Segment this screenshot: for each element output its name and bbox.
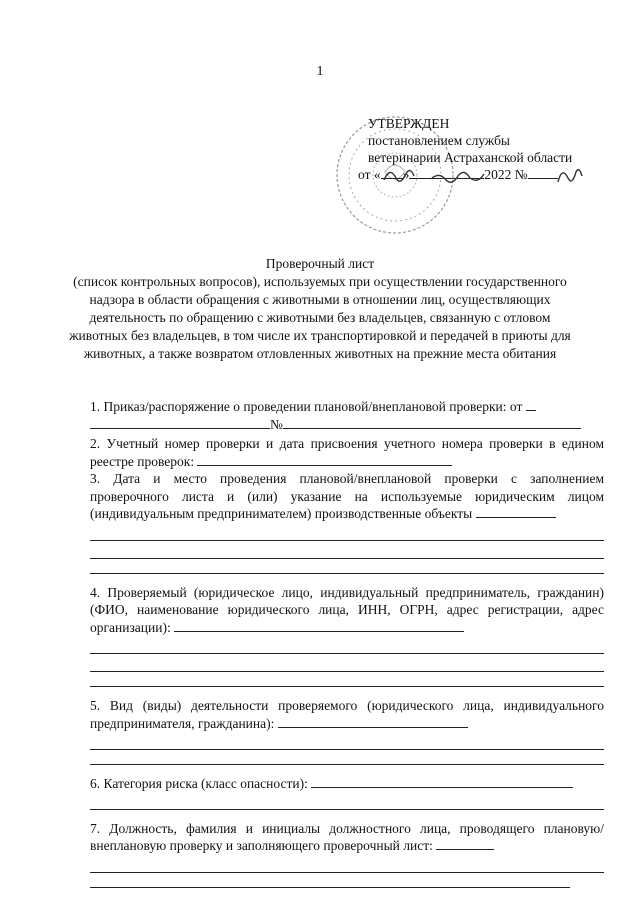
item-7-field: [436, 837, 494, 850]
item-3-text: 3. Дата и место проведения плановой/внеплановой проверки с заполнением проверочного листа и (или) указание на используемые юридическим лицом (индивидуальным предпринимателем) производственные объекты: [90, 471, 604, 521]
item-4: [90, 584, 604, 637]
item-1-number-line: [90, 416, 604, 434]
item-1-number-field: [283, 416, 581, 429]
item-3-field: [476, 505, 556, 518]
item-1-text: 1. Приказ/распоряжение о проведении плановой/внеплановой проверки: от: [90, 399, 523, 414]
item-6-text: 6. Категория риска (класс опасности):: [90, 776, 308, 791]
document-title: Проверочный лист: [265, 256, 375, 271]
document-subtitle: (список контрольных вопросов), используемых при осуществлении государственного надзора в области обращения с животными в отношении лиц, осуществляющих деятельность по обращению с животными без владельцев, связанную с отловом животных без владельцев, в том числе их транспортировкой и передачей в приюты для животных, а также возвратом отловленных животных на прежние места обитания: [69, 274, 571, 361]
spacer: [90, 810, 604, 820]
item-1-date-field-2: [90, 416, 270, 429]
item-7: [90, 820, 604, 855]
approval-line2: постановлением службы: [368, 133, 511, 148]
approval-title: УТВЕРЖДЕН: [368, 116, 450, 131]
item-4-text: 4. Проверяемый (юридическое лицо, индивидуальный предприниматель, гражданин) (ФИО, наименование юридического лица, ИНН, ОГРН, адрес регистрации, адрес организации):: [90, 584, 604, 635]
item-3-line: [90, 559, 604, 574]
item-4-field: [174, 619, 464, 632]
item-6-field: [311, 775, 573, 788]
checklist-items: [90, 398, 604, 888]
item-1-number-label: №: [270, 416, 283, 432]
spacer: [90, 574, 604, 584]
document-title-block: [60, 255, 580, 363]
handwritten-signature-icon: [380, 160, 600, 190]
item-2-text: 2. Учетный номер проверки и дата присвоения учетного номера проверки в едином реестре проверок:: [90, 436, 604, 469]
spacer: [90, 687, 604, 697]
approval-date-prefix: от «: [358, 167, 381, 182]
approval-date-mid: »: [402, 167, 410, 182]
spacer: [90, 765, 604, 775]
item-4-line: [90, 636, 604, 654]
page-number: 1: [316, 64, 324, 79]
approval-date-year: 2022 №: [484, 167, 528, 182]
item-3: [90, 470, 604, 523]
item-5-text: 5. Вид (виды) деятельности проверяемого (юридического лица, индивидуального предпринимателя, гражданина):: [90, 698, 604, 731]
item-5: [90, 697, 604, 732]
item-1-date-field: [526, 398, 536, 411]
item-5-field: [278, 715, 468, 728]
item-3-line: [90, 541, 604, 559]
item-5-line: [90, 750, 604, 765]
item-1: [90, 398, 604, 416]
item-7-line: [90, 855, 604, 873]
item-4-line: [90, 654, 604, 672]
item-2: [90, 435, 604, 470]
item-5-line: [90, 732, 604, 750]
item-6-line: [90, 793, 604, 810]
item-4-line: [90, 672, 604, 687]
item-2-field: [197, 453, 452, 466]
item-7-line: [90, 873, 570, 888]
item-3-line: [90, 523, 604, 541]
item-6: [90, 775, 604, 793]
item-7-text: 7. Должность, фамилия и инициалы должностного лица, проводящего плановую/внеплановую проверку и заполняющего проверочный лист:: [90, 820, 604, 853]
approval-line3: ветеринарии Астраханской области: [368, 150, 573, 165]
